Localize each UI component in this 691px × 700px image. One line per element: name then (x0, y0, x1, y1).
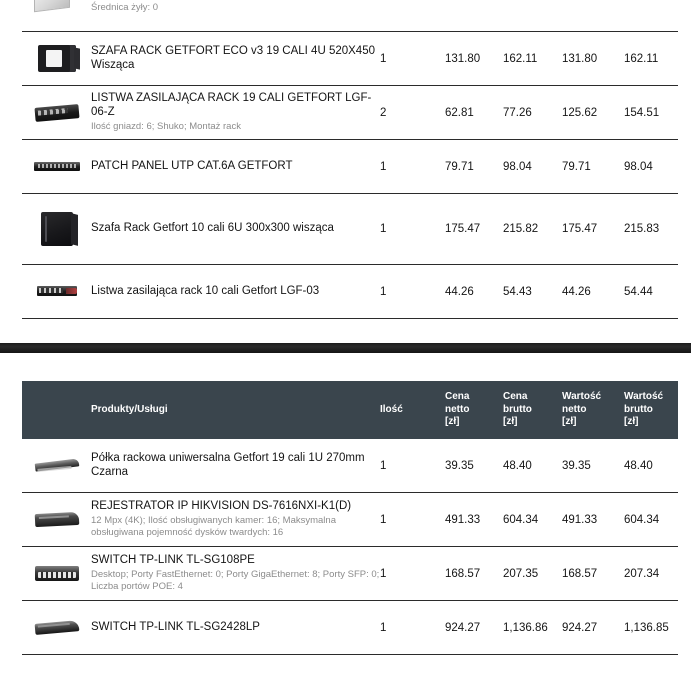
header-product: Produkty/Usługi (91, 381, 380, 439)
price-gross-cell: 1,136.86 (503, 601, 562, 655)
table-row[interactable] (22, 194, 678, 265)
product-name-cell (91, 439, 380, 493)
quantity-cell: 2 (380, 86, 445, 140)
product-name-cell (91, 493, 380, 547)
value-net-cell: 79.71 (562, 140, 624, 194)
price-net-cell: 79.71 (445, 140, 503, 194)
cropped-row-description (91, 0, 391, 14)
product-description: Desktop; Porty FastEthernet: 0; Porty GigaEthernet: 8; Porty SFP: 0; Liczba portów POE: 4 (91, 569, 380, 593)
page-gap-bottom (0, 353, 691, 381)
product-thumbnail-cell (22, 493, 91, 547)
product-title: SWITCH TP-LINK TL-SG108PE (91, 553, 255, 566)
header-value-gross-unit: [zł] (624, 416, 639, 428)
row-divider (22, 31, 678, 32)
table-row[interactable] (22, 493, 678, 547)
quantity-cell: 1 (380, 265, 445, 319)
products-table-header (22, 381, 678, 439)
value-net-cell: 924.27 (562, 601, 624, 655)
product-title: Listwa zasilająca rack 10 cali Getfort LGF-03 (91, 284, 320, 297)
product-thumbnail-cell (22, 265, 91, 319)
header-value-gross-line1: Wartość (624, 391, 664, 403)
product-title: Szafa Rack Getfort 10 cali 6U 300x300 wisząca (91, 222, 334, 235)
products-table-page-2 (22, 381, 678, 654)
price-gross-cell: 207.35 (503, 547, 562, 601)
header-price-gross (503, 381, 562, 439)
product-title: Półka rackowa uniwersalna Getfort 19 cali 1U 270mm Czarna (91, 452, 365, 478)
products-table-page-1 (22, 32, 678, 318)
price-net-cell: 131.80 (445, 52, 481, 65)
product-name-cell (91, 86, 380, 140)
header-price-net-line2: netto (445, 403, 470, 415)
price-net-cell: 39.35 (445, 459, 474, 472)
header-row (22, 381, 678, 439)
quantity-cell: 1 (380, 493, 445, 547)
value-gross-cell: 207.34 (624, 547, 678, 601)
product-title: PATCH PANEL UTP CAT.6A GETFORT (91, 159, 293, 172)
rack-switch-icon (34, 620, 79, 635)
header-value-net (562, 381, 624, 439)
value-net-cell: 125.62 (562, 86, 624, 140)
price-net-cell: 175.47 (445, 194, 503, 265)
value-gross-cell: 54.44 (624, 265, 678, 319)
product-title: LISTWA ZASILAJĄCA RACK 19 CALI GETFORT LGF-06-Z (91, 92, 372, 118)
header-price-net (445, 381, 503, 439)
table-row[interactable] (22, 86, 678, 140)
header-value-gross-line2: brutto (624, 403, 653, 415)
value-net-cell: 175.47 (562, 194, 624, 265)
invoice-page-1 (0, 0, 691, 319)
product-name-cell (91, 547, 380, 601)
value-gross-cell: 215.83 (624, 194, 678, 265)
product-name-cell (91, 265, 380, 319)
quantity-cell: 1 (380, 459, 387, 472)
cropped-previous-row (0, 0, 691, 32)
product-thumbnail-cell (22, 601, 91, 655)
price-gross-cell: 98.04 (503, 140, 562, 194)
price-gross-cell: 215.82 (503, 194, 562, 265)
table-row[interactable] (22, 265, 678, 319)
product-thumbnail-cell (22, 140, 91, 194)
product-description: 12 Mpx (4K); Ilość obsługiwanych kamer: 16; Maksymalna obsługiwana pojemność dysków twardych: 16 (91, 515, 336, 539)
value-gross-cell: 48.40 (624, 459, 653, 472)
table-row[interactable] (22, 601, 678, 655)
product-thumbnail-cell (22, 547, 91, 601)
product-name-cell (91, 601, 380, 655)
power-strip-19-icon (34, 104, 79, 122)
header-price-net-unit: [zł] (445, 416, 460, 428)
cable-box-icon (34, 0, 70, 10)
product-title: REJESTRATOR IP HIKVISION DS-7616NXI-K1(D) (91, 499, 352, 512)
cropped-description-line-1 (91, 0, 328, 1)
quantity-cell: 1 (380, 601, 445, 655)
patch-panel-icon (34, 162, 80, 171)
cropped-description-line-2: Średnica żyły: 0 (91, 2, 159, 13)
power-strip-10-icon (37, 286, 77, 296)
header-quantity: Ilość (380, 381, 445, 439)
rack-cabinet-10-icon (41, 212, 73, 246)
product-title: SZAFA RACK GETFORT ECO v3 19 CALI 4U 520X450 Wisząca (91, 45, 375, 71)
table-row[interactable] (22, 439, 678, 493)
header-price-gross-unit: [zł] (503, 416, 518, 428)
header-thumbnail-col (22, 381, 91, 439)
product-title: SWITCH TP-LINK TL-SG2428LP (91, 620, 260, 633)
page-gap-top (0, 319, 691, 343)
price-net-cell: 491.33 (445, 493, 503, 547)
table-bottom-rule-page-2 (22, 654, 678, 655)
quantity-cell: 1 (380, 52, 387, 65)
table-row[interactable] (22, 32, 678, 86)
value-gross-cell: 154.51 (624, 86, 678, 140)
header-price-net-line1: Cena (445, 391, 470, 403)
quantity-cell: 1 (380, 547, 445, 601)
header-price-gross-line2: brutto (503, 403, 532, 415)
desktop-switch-icon (35, 566, 79, 581)
product-thumbnail-cell (22, 32, 91, 86)
products-table-body-page-1 (22, 32, 678, 318)
product-thumbnail-cell (22, 194, 91, 265)
value-net-cell: 168.57 (562, 547, 624, 601)
header-value-gross (624, 381, 678, 439)
price-gross-cell: 604.34 (503, 493, 562, 547)
product-name-cell (91, 194, 380, 265)
rack-cabinet-19-icon (38, 45, 76, 72)
product-name-cell (91, 32, 380, 86)
price-net-cell: 168.57 (445, 547, 503, 601)
value-net-cell: 491.33 (562, 493, 624, 547)
product-thumbnail-cell (22, 86, 91, 140)
header-value-net-unit: [zł] (562, 416, 577, 428)
value-net-cell: 39.35 (562, 459, 591, 472)
page-break-separator (0, 343, 691, 353)
invoice-page-2 (0, 381, 691, 655)
price-gross-cell: 54.43 (503, 265, 562, 319)
price-net-cell: 924.27 (445, 601, 503, 655)
value-gross-cell: 604.34 (624, 493, 678, 547)
nvr-recorder-icon (34, 512, 79, 527)
product-thumbnail-cell (22, 439, 91, 493)
table-row[interactable] (22, 547, 678, 601)
product-description: Ilość gniazd: 6; Shuko; Montaż rack (91, 121, 241, 132)
table-row[interactable] (22, 140, 678, 194)
value-gross-cell: 162.11 (624, 52, 659, 65)
quantity-cell: 1 (380, 194, 445, 265)
header-value-net-line2: netto (562, 403, 587, 415)
value-net-cell: 131.80 (562, 52, 598, 65)
price-net-cell: 62.81 (445, 86, 503, 140)
table-bottom-rule-page-1 (22, 318, 678, 319)
price-net-cell: 44.26 (445, 265, 503, 319)
price-gross-cell: 77.26 (503, 86, 562, 140)
rack-shelf-icon (34, 459, 79, 472)
value-net-cell: 44.26 (562, 265, 624, 319)
value-gross-cell: 98.04 (624, 140, 678, 194)
quantity-cell: 1 (380, 140, 445, 194)
product-name-cell (91, 140, 380, 194)
price-gross-cell: 162.11 (503, 52, 538, 65)
header-price-gross-line1: Cena (503, 391, 528, 403)
products-table-body-page-2 (22, 439, 678, 654)
price-gross-cell: 48.40 (503, 459, 532, 472)
header-value-net-line1: Wartość (562, 391, 602, 403)
value-gross-cell: 1,136.85 (624, 601, 678, 655)
